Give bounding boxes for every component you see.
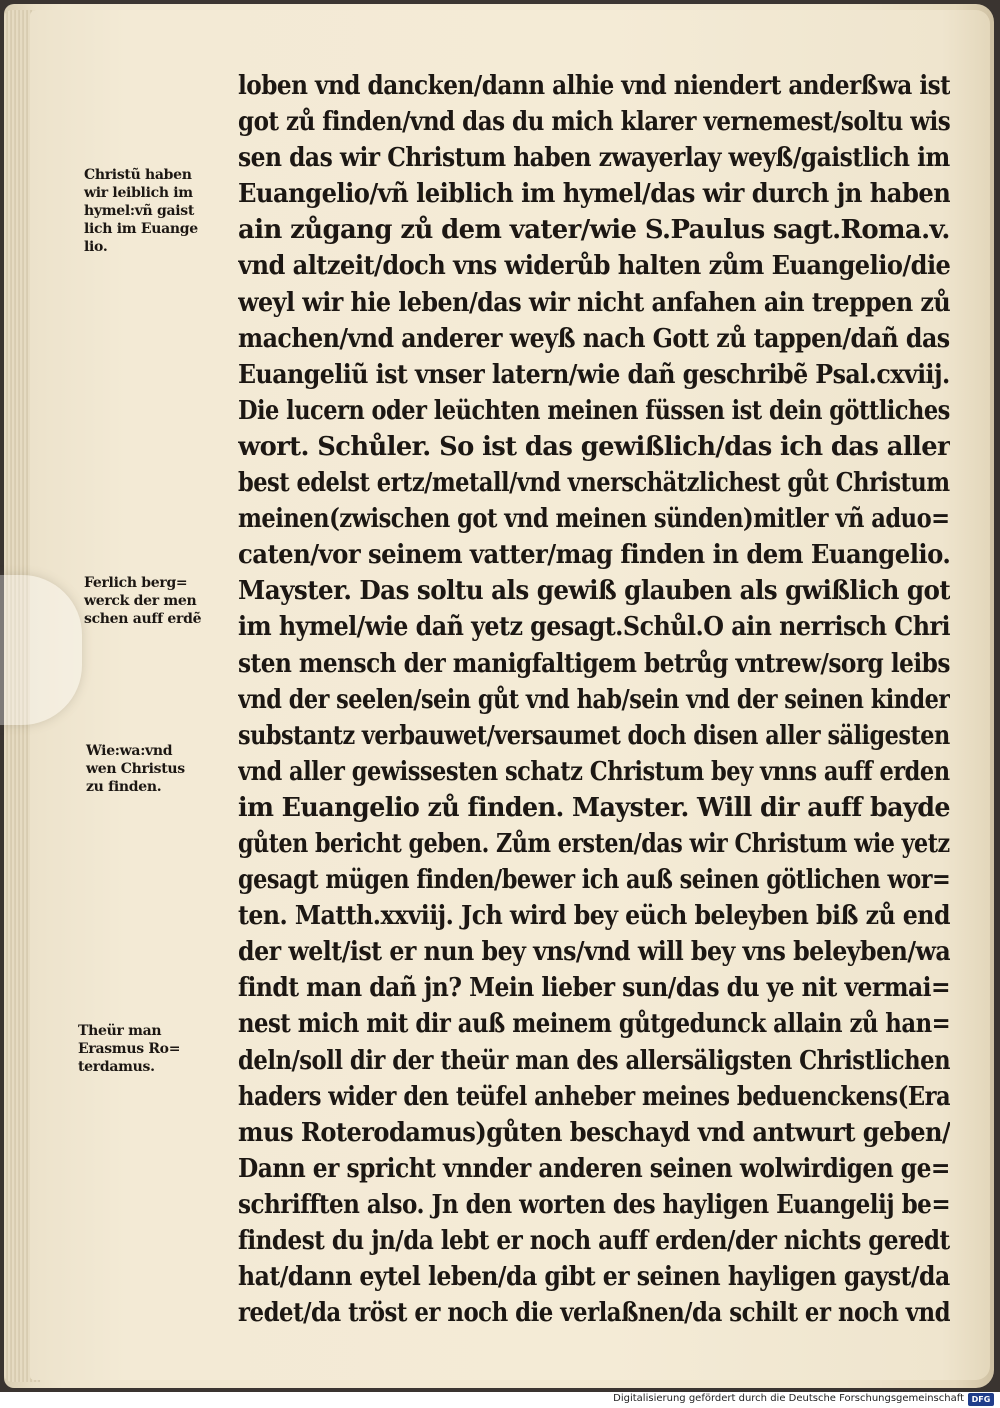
text-line: caten/vor seinem vatter/mag finden in dem Euangelio. (238, 539, 950, 571)
marginal-line: terdamus. (78, 1059, 155, 1075)
text-line: im Euangelio zů finden. Mayster. Will dir auff bayde (238, 791, 950, 823)
marginal-line: wir leiblich im (84, 185, 193, 201)
text-line: weyl wir hie leben/das wir nicht anfahen ain treppen zů (238, 286, 950, 318)
marginal-line: lich im Euange (84, 221, 198, 237)
text-line: got zů finden/vnd das du mich klarer vernemest/soltu wis (238, 106, 950, 138)
marginal-line: Theür man (78, 1023, 162, 1039)
marginal-line: Christũ haben (84, 167, 192, 183)
text-line: haders wider den teüfel anheber meines beduenckens(Era (238, 1080, 950, 1112)
marginal-line: werck der men (84, 593, 197, 609)
marginal-line: Erasmus Ro= (78, 1041, 181, 1057)
text-line: sten mensch der manigfaltigem betrůg vntrew/sorg leibs (238, 647, 950, 679)
text-line: machen/vnd anderer weyß nach Gott zů tappen/dañ das (238, 322, 950, 354)
text-line: der welt/ist er nun bey vns/vnd will bey vns beleyben/wa (238, 936, 950, 968)
text-line: mus Roterodamus)gůten beschayd vnd antwurt geben/ (238, 1116, 950, 1148)
text-line: Dann er spricht vnnder anderen seinen wolwirdigen ge= (238, 1152, 950, 1184)
funding-credit: Digitalisierung gefördert durch die Deutsche Forschungsgemeinschaft (613, 1393, 964, 1404)
text-line: deln/soll dir der theür man des allersäligsten Christlichen (238, 1044, 950, 1076)
marginal-line: hymel:vñ gaist (84, 203, 195, 219)
text-line: im hymel/wie dañ yetz gesagt.Schůl.O ain nerrisch Chri (238, 611, 950, 643)
text-line: gůten bericht geben. Zům ersten/das wir Christum wie yetz (238, 827, 950, 859)
marginal-note-1 (84, 166, 198, 256)
text-line: gesagt mügen finden/bewer ich auß seinen götlichen wor= (238, 864, 950, 896)
footer-bar (0, 1392, 1000, 1408)
marginal-note-3 (86, 742, 185, 796)
marginal-note-4 (78, 1022, 180, 1076)
text-line: vnd der seelen/sein gůt vnd hab/sein vnd der seinen kinder (238, 683, 950, 715)
marginal-line: zu finden. (86, 779, 162, 795)
marginal-line: lio. (84, 239, 108, 255)
text-line: wort. Schůler. So ist das gewißlich/das ich das aller (238, 430, 950, 462)
text-line: ten. Matth.xxviij. Jch wird bey eüch beleyben biß zů end (238, 900, 950, 932)
text-line: Euangeliũ ist vnser latern/wie dañ geschribẽ Psal.cxviij. (238, 358, 950, 390)
text-line: Mayster. Das soltu als gewiß glauben als gwißlich got (238, 575, 950, 607)
marginal-line: Ferlich berg= (84, 575, 188, 591)
text-line: Die lucern oder leüchten meinen füssen ist dein göttliches (238, 394, 950, 426)
text-line: sen das wir Christum haben zwayerlay weyß/gaistlich im (238, 142, 950, 174)
text-line: meinen(zwischen got vnd meinen sünden)mitler vñ aduo= (238, 503, 950, 535)
text-line: hat/dann eytel leben/da gibt er seinen hayligen gayst/da (238, 1261, 950, 1293)
marginal-line: schen auff erdẽ (84, 611, 202, 627)
main-text-block (238, 68, 950, 1331)
text-line: redet/da tröst er noch die verlaßnen/da schilt er noch vnd (238, 1297, 950, 1329)
text-line: loben vnd dancken/dann alhie vnd niendert anderßwa ist (238, 70, 950, 101)
text-line: Euangelio/vñ leiblich im hymel/das wir durch jn haben (238, 178, 950, 210)
text-line: vnd aller gewissesten schatz Christum bey vnns auff erden (238, 755, 950, 787)
text-line: nest mich mit dir auß meinem gůtgedunck allain zů han= (238, 1008, 950, 1040)
text-line: best edelst ertz/metall/vnd vnerschätzlichest gůt Christum (238, 467, 950, 499)
marginal-line: wen Christus (86, 761, 185, 777)
marginal-line: Wie:wa:vnd (86, 743, 173, 759)
text-line: schrifften also. Jn den worten des hayligen Euangelij be= (238, 1188, 950, 1220)
marginal-note-2 (84, 574, 201, 628)
text-line: vnd altzeit/doch vns widerůb halten zům Euangelio/die (238, 250, 950, 282)
text-line: substantz verbauwet/versaumet doch disen aller säligesten (238, 719, 950, 751)
text-line: findest du jn/da lebt er noch auff erden/der nichts geredt (238, 1225, 950, 1256)
text-line: findt man dañ jn? Mein lieber sun/das du ye nit vermai= (238, 972, 950, 1004)
text-line: ain zůgang zů dem vater/wie S.Paulus sagt.Roma.v. (238, 214, 950, 246)
dfg-logo-icon: DFG (968, 1393, 994, 1406)
